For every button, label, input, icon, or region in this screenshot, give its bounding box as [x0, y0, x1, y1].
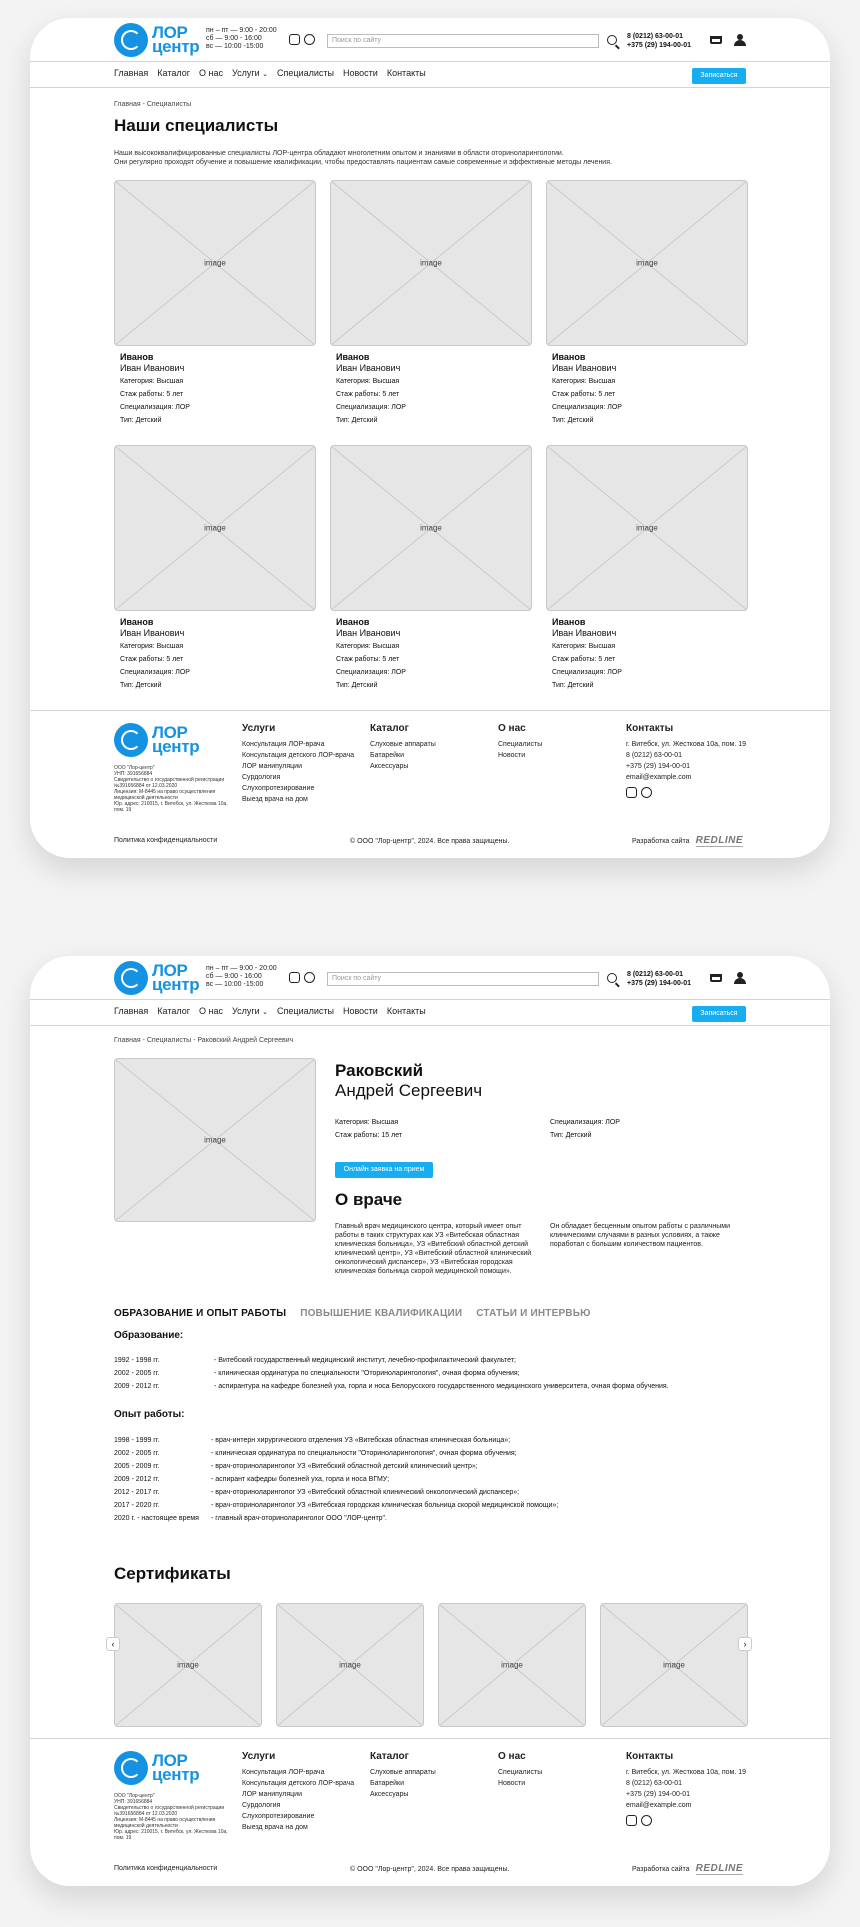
footer-social — [626, 1815, 746, 1826]
list-item: 1998 - 1999 гг. - врач-интерн хирургического отделения УЗ «Витебская областная клиническая больница»; — [114, 1437, 511, 1444]
certificate-image[interactable]: image — [114, 1603, 262, 1727]
doctor-category: Категория: Высшая — [335, 1119, 399, 1126]
doctor-card[interactable]: Иванов Иван Иванович Категория: Высшая Стаж работы: 5 лет Специализация: ЛОР Тип: Детский — [552, 617, 622, 689]
search-icon[interactable] — [607, 973, 617, 983]
legal-info: ООО "Лор-центр" УНП: 391656884 Свидетельство о государственной регистрации №391656884 от 12.03.2020 Лицензия: М-8445 на право осуществления медицинской деятельности Юр. адрес: 210015, г. Витебск, ул. Жесткова 10а, пом. 19 — [114, 765, 228, 813]
nav-about[interactable]: О нас — [198, 68, 223, 78]
nav-home[interactable]: Главная — [114, 68, 149, 78]
search-input[interactable]: Поиск по сайту — [327, 34, 599, 48]
page-card-specialists — [30, 18, 830, 858]
education-list — [114, 1354, 669, 1393]
footer-contacts: Контакты г. Витебск, ул. Жесткова 10а, пом. 19 8 (0212) 63-00-01 +375 (29) 194-00-01 email@example.com — [626, 723, 746, 798]
instagram-icon[interactable] — [626, 787, 637, 798]
site-header — [30, 18, 830, 62]
list-item: 2009 - 2012 гг. - аспирант кафедры болезней уха, горла и носа ВГМУ; — [114, 1476, 390, 1483]
appointment-button[interactable]: Записаться — [692, 68, 746, 84]
doctor-card[interactable]: Иванов Иван Иванович Категория: Высшая Стаж работы: 5 лет Специализация: ЛОР Тип: Детский — [120, 352, 190, 424]
nav-specialists[interactable]: Специалисты — [277, 68, 334, 78]
instagram-icon[interactable] — [289, 34, 300, 45]
nav-news[interactable]: Новости — [342, 68, 378, 78]
site-logo[interactable]: ЛОР центр — [114, 23, 199, 57]
doctor-photo[interactable]: image — [546, 180, 748, 346]
site-logo[interactable]: ЛОР центр — [114, 961, 199, 995]
privacy-link[interactable]: Политика конфиденциальности — [114, 837, 218, 844]
redline-logo: REDLINE — [695, 1863, 743, 1874]
search-input[interactable]: Поиск по сайту — [327, 972, 599, 986]
main-nav — [30, 1000, 830, 1026]
header-phones: 8 (0212) 63-00-01 +375 (29) 194-00-01 — [627, 33, 692, 49]
user-icon[interactable] — [734, 34, 746, 46]
certificate-image[interactable]: image — [276, 1603, 424, 1727]
footer-social — [626, 787, 746, 798]
cart-icon[interactable] — [710, 36, 722, 44]
nav-contacts[interactable]: Контакты — [386, 68, 426, 78]
footer-services: Услуги Консультация ЛОР-врача Консультация детского ЛОР-врача ЛОР манипуляции Сурдология Слухопротезирование Выезд врача на дом — [242, 723, 355, 803]
list-item: 2017 - 2020 гг. - врач-оториноларинголог УЗ «Витебская городская клиническая больница скорой медицинской помощи»; — [114, 1502, 559, 1509]
doctor-photo[interactable]: image — [114, 180, 316, 346]
certificate-image[interactable]: image — [438, 1603, 586, 1727]
certificates-title: Сертификаты — [114, 1564, 231, 1583]
nav-catalog[interactable]: Каталог — [157, 68, 190, 78]
instagram-icon[interactable] — [626, 1815, 637, 1826]
legal-info: ООО "Лор-центр" УНП: 391656884 Свидетельство о государственной регистрации №391656884 от 12.03.2020 Лицензия: М-8445 на право осуществления медицинской деятельности Юр. адрес: 210015, г. Витебск, ул. Жесткова 10а, пом. 19 — [114, 1793, 228, 1841]
breadcrumb[interactable]: Главная - Специалисты — [114, 101, 192, 108]
list-item: 2005 - 2009 гг. - врач-оториноларинголог УЗ «Витебский областной детский клинический центр»; — [114, 1463, 478, 1470]
footer-catalog: Каталог Слуховые аппараты Батарейки Аксессуары — [370, 723, 436, 770]
footer-about: О нас Специалисты Новости — [498, 723, 543, 759]
footer-services: Услуги Консультация ЛОР-врача Консультация детского ЛОР-врача ЛОР манипуляции Сурдология Слухопротезирование Выезд врача на дом — [242, 1751, 355, 1831]
intro-text: Наши высококвалифицированные специалисты ЛОР-центра обладают многолетним опытом и знаниями в области оториноларингологии. Они регулярно проходят обучение и повышение квалификации, чтобы предоставлять пациентам самые современные и эффективные методы лечения. — [114, 150, 612, 166]
footer-contacts: Контакты г. Витебск, ул. Жесткова 10а, пом. 19 8 (0212) 63-00-01 +375 (29) 194-00-01 email@example.com — [626, 1751, 746, 1826]
site-footer — [30, 710, 830, 858]
appointment-button[interactable]: Записаться — [692, 1006, 746, 1022]
page-title: Наши специалисты — [114, 116, 279, 135]
list-item: 2012 - 2017 гг. - врач-оториноларинголог УЗ «Витебский областной клинический онкологический диспансер»; — [114, 1489, 520, 1496]
site-header — [30, 956, 830, 1000]
chevron-left-icon: ‹ — [111, 1639, 115, 1649]
nav-catalog[interactable]: Каталог — [157, 1006, 190, 1016]
education-title: Образование: — [114, 1330, 184, 1341]
logo-icon — [114, 723, 148, 757]
developer-credit[interactable]: Разработка сайта REDLINE — [632, 1863, 743, 1874]
nav-about[interactable]: О нас — [198, 1006, 223, 1016]
doctor-photo[interactable]: image — [330, 445, 532, 611]
footer-catalog: Каталог Слуховые аппараты Батарейки Аксессуары — [370, 1751, 436, 1798]
tab-qualification[interactable]: ПОВЫШЕНИЕ КВАЛИФИКАЦИИ — [300, 1308, 463, 1319]
developer-credit[interactable]: Разработка сайта REDLINE — [632, 835, 743, 846]
tab-articles[interactable]: СТАТЬИ И ИНТЕРВЬЮ — [476, 1308, 591, 1319]
experience-title: Опыт работы: — [114, 1409, 185, 1420]
social-links — [289, 972, 315, 983]
profile-tabs — [114, 1308, 591, 1319]
working-hours: пн – пт — 9:00 - 20:00 сб — 9:00 - 16:00 вс — 10:00 -15:00 — [206, 965, 277, 988]
doctor-photo[interactable]: image — [330, 180, 532, 346]
privacy-link[interactable]: Политика конфиденциальности — [114, 1865, 218, 1872]
cart-icon[interactable] — [710, 974, 722, 982]
certificate-image[interactable]: image — [600, 1603, 748, 1727]
list-item: 2002 - 2005 гг. - клиническая ординатура по специальности "Оториноларингология", очная форма обучения; — [114, 1370, 520, 1377]
about-text-right: Он обладает бесценным опытом работы с различными клиническими случаями в разных условиях, а также поработал с большим количеством пациентов. — [550, 1223, 731, 1248]
doctor-photo[interactable]: image — [114, 445, 316, 611]
doctor-card[interactable]: Иванов Иван Иванович Категория: Высшая Стаж работы: 5 лет Специализация: ЛОР Тип: Детский — [336, 352, 406, 424]
header-phones: 8 (0212) 63-00-01 +375 (29) 194-00-01 — [627, 971, 692, 987]
doctor-photo: image — [114, 1058, 316, 1222]
doctor-photo[interactable]: image — [546, 445, 748, 611]
nav-news[interactable]: Новости — [342, 1006, 378, 1016]
logo-icon — [114, 23, 148, 57]
nav-services[interactable]: Услуги ⌄ — [231, 1006, 269, 1016]
list-item: 2002 - 2005 гг. - клиническая ординатура по специальности "Оториноларингология", очная форма обучения; — [114, 1450, 517, 1457]
doctor-specialization: Специализация: ЛОР — [550, 1119, 620, 1126]
logo-icon — [114, 961, 148, 995]
copyright: © ООО "Лор-центр", 2024. Все права защищены. — [350, 838, 510, 845]
tab-education[interactable]: ОБРАЗОВАНИЕ И ОПЫТ РАБОТЫ — [114, 1308, 287, 1319]
viber-icon[interactable] — [304, 34, 315, 45]
doctor-card[interactable]: Иванов Иван Иванович Категория: Высшая Стаж работы: 5 лет Специализация: ЛОР Тип: Детский — [120, 617, 190, 689]
footer-logo[interactable]: ЛОР центр — [114, 1751, 199, 1785]
chevron-down-icon: ⌄ — [262, 1009, 269, 1016]
social-links — [289, 34, 315, 45]
list-item: 1992 - 1998 гг. - Витебский государственный медицинский институт, лечебно-профилактический факультет; — [114, 1357, 516, 1364]
logo-icon — [114, 1751, 148, 1785]
doctor-card[interactable]: Иванов Иван Иванович Категория: Высшая Стаж работы: 5 лет Специализация: ЛОР Тип: Детский — [552, 352, 622, 424]
nav-specialists[interactable]: Специалисты — [277, 1006, 334, 1016]
page-card-doctor-profile — [30, 956, 830, 1886]
doctor-type: Тип: Детский — [550, 1132, 592, 1139]
viber-icon[interactable] — [304, 972, 315, 983]
carousel-prev-button[interactable] — [106, 1637, 120, 1651]
redline-logo: REDLINE — [695, 835, 743, 846]
viber-icon[interactable] — [641, 787, 652, 798]
about-title: О враче — [335, 1190, 403, 1209]
doctor-card[interactable]: Иванов Иван Иванович Категория: Высшая Стаж работы: 5 лет Специализация: ЛОР Тип: Детский — [336, 617, 406, 689]
user-icon[interactable] — [734, 972, 746, 984]
chevron-right-icon: › — [743, 1639, 747, 1649]
nav-home[interactable]: Главная — [114, 1006, 149, 1016]
nav-services[interactable]: Услуги ⌄ — [231, 68, 269, 78]
copyright: © ООО "Лор-центр", 2024. Все права защищены. — [350, 1866, 510, 1873]
footer-about: О нас Специалисты Новости — [498, 1751, 543, 1787]
doctor-name: Раковский Андрей Сергеевич — [335, 1061, 483, 1100]
site-footer — [30, 1738, 830, 1886]
about-text-left: Главный врач медицинского центра, который имеет опыт работы в таких структурах как УЗ «Витебская областная клиническая больница», УЗ «Витебский областной детский клинический центр», УЗ «Витебский областной клинический онкологический диспансер», УЗ «Витебская городская клиническая больница скорой медицинской помощи». — [335, 1223, 532, 1275]
list-item: 2009 - 2012 гг. - аспирантура на кафедре болезней уха, горла и носа Белорусского государственного медицинского университета, очная форма обучения. — [114, 1383, 669, 1390]
chevron-down-icon: ⌄ — [262, 71, 269, 78]
carousel-next-button[interactable] — [738, 1637, 752, 1651]
search-icon[interactable] — [607, 35, 617, 45]
experience-list — [114, 1434, 558, 1525]
main-nav — [30, 62, 830, 88]
nav-contacts[interactable]: Контакты — [386, 1006, 426, 1016]
doctor-experience: Стаж работы: 15 лет — [335, 1132, 403, 1139]
viber-icon[interactable] — [641, 1815, 652, 1826]
instagram-icon[interactable] — [289, 972, 300, 983]
working-hours: пн – пт — 9:00 - 20:00 сб — 9:00 - 16:00 вс — 10:00 -15:00 — [206, 27, 277, 50]
breadcrumb[interactable]: Главная - Специалисты - Раковский Андрей Сергеевич — [114, 1037, 294, 1044]
online-appointment-button[interactable]: Онлайн заявка на прием — [335, 1162, 433, 1178]
list-item: 2020 г. - настоящее время - главный врач-оториноларинголог ООО "ЛОР-центр". — [114, 1515, 387, 1522]
footer-logo[interactable]: ЛОР центр — [114, 723, 199, 757]
